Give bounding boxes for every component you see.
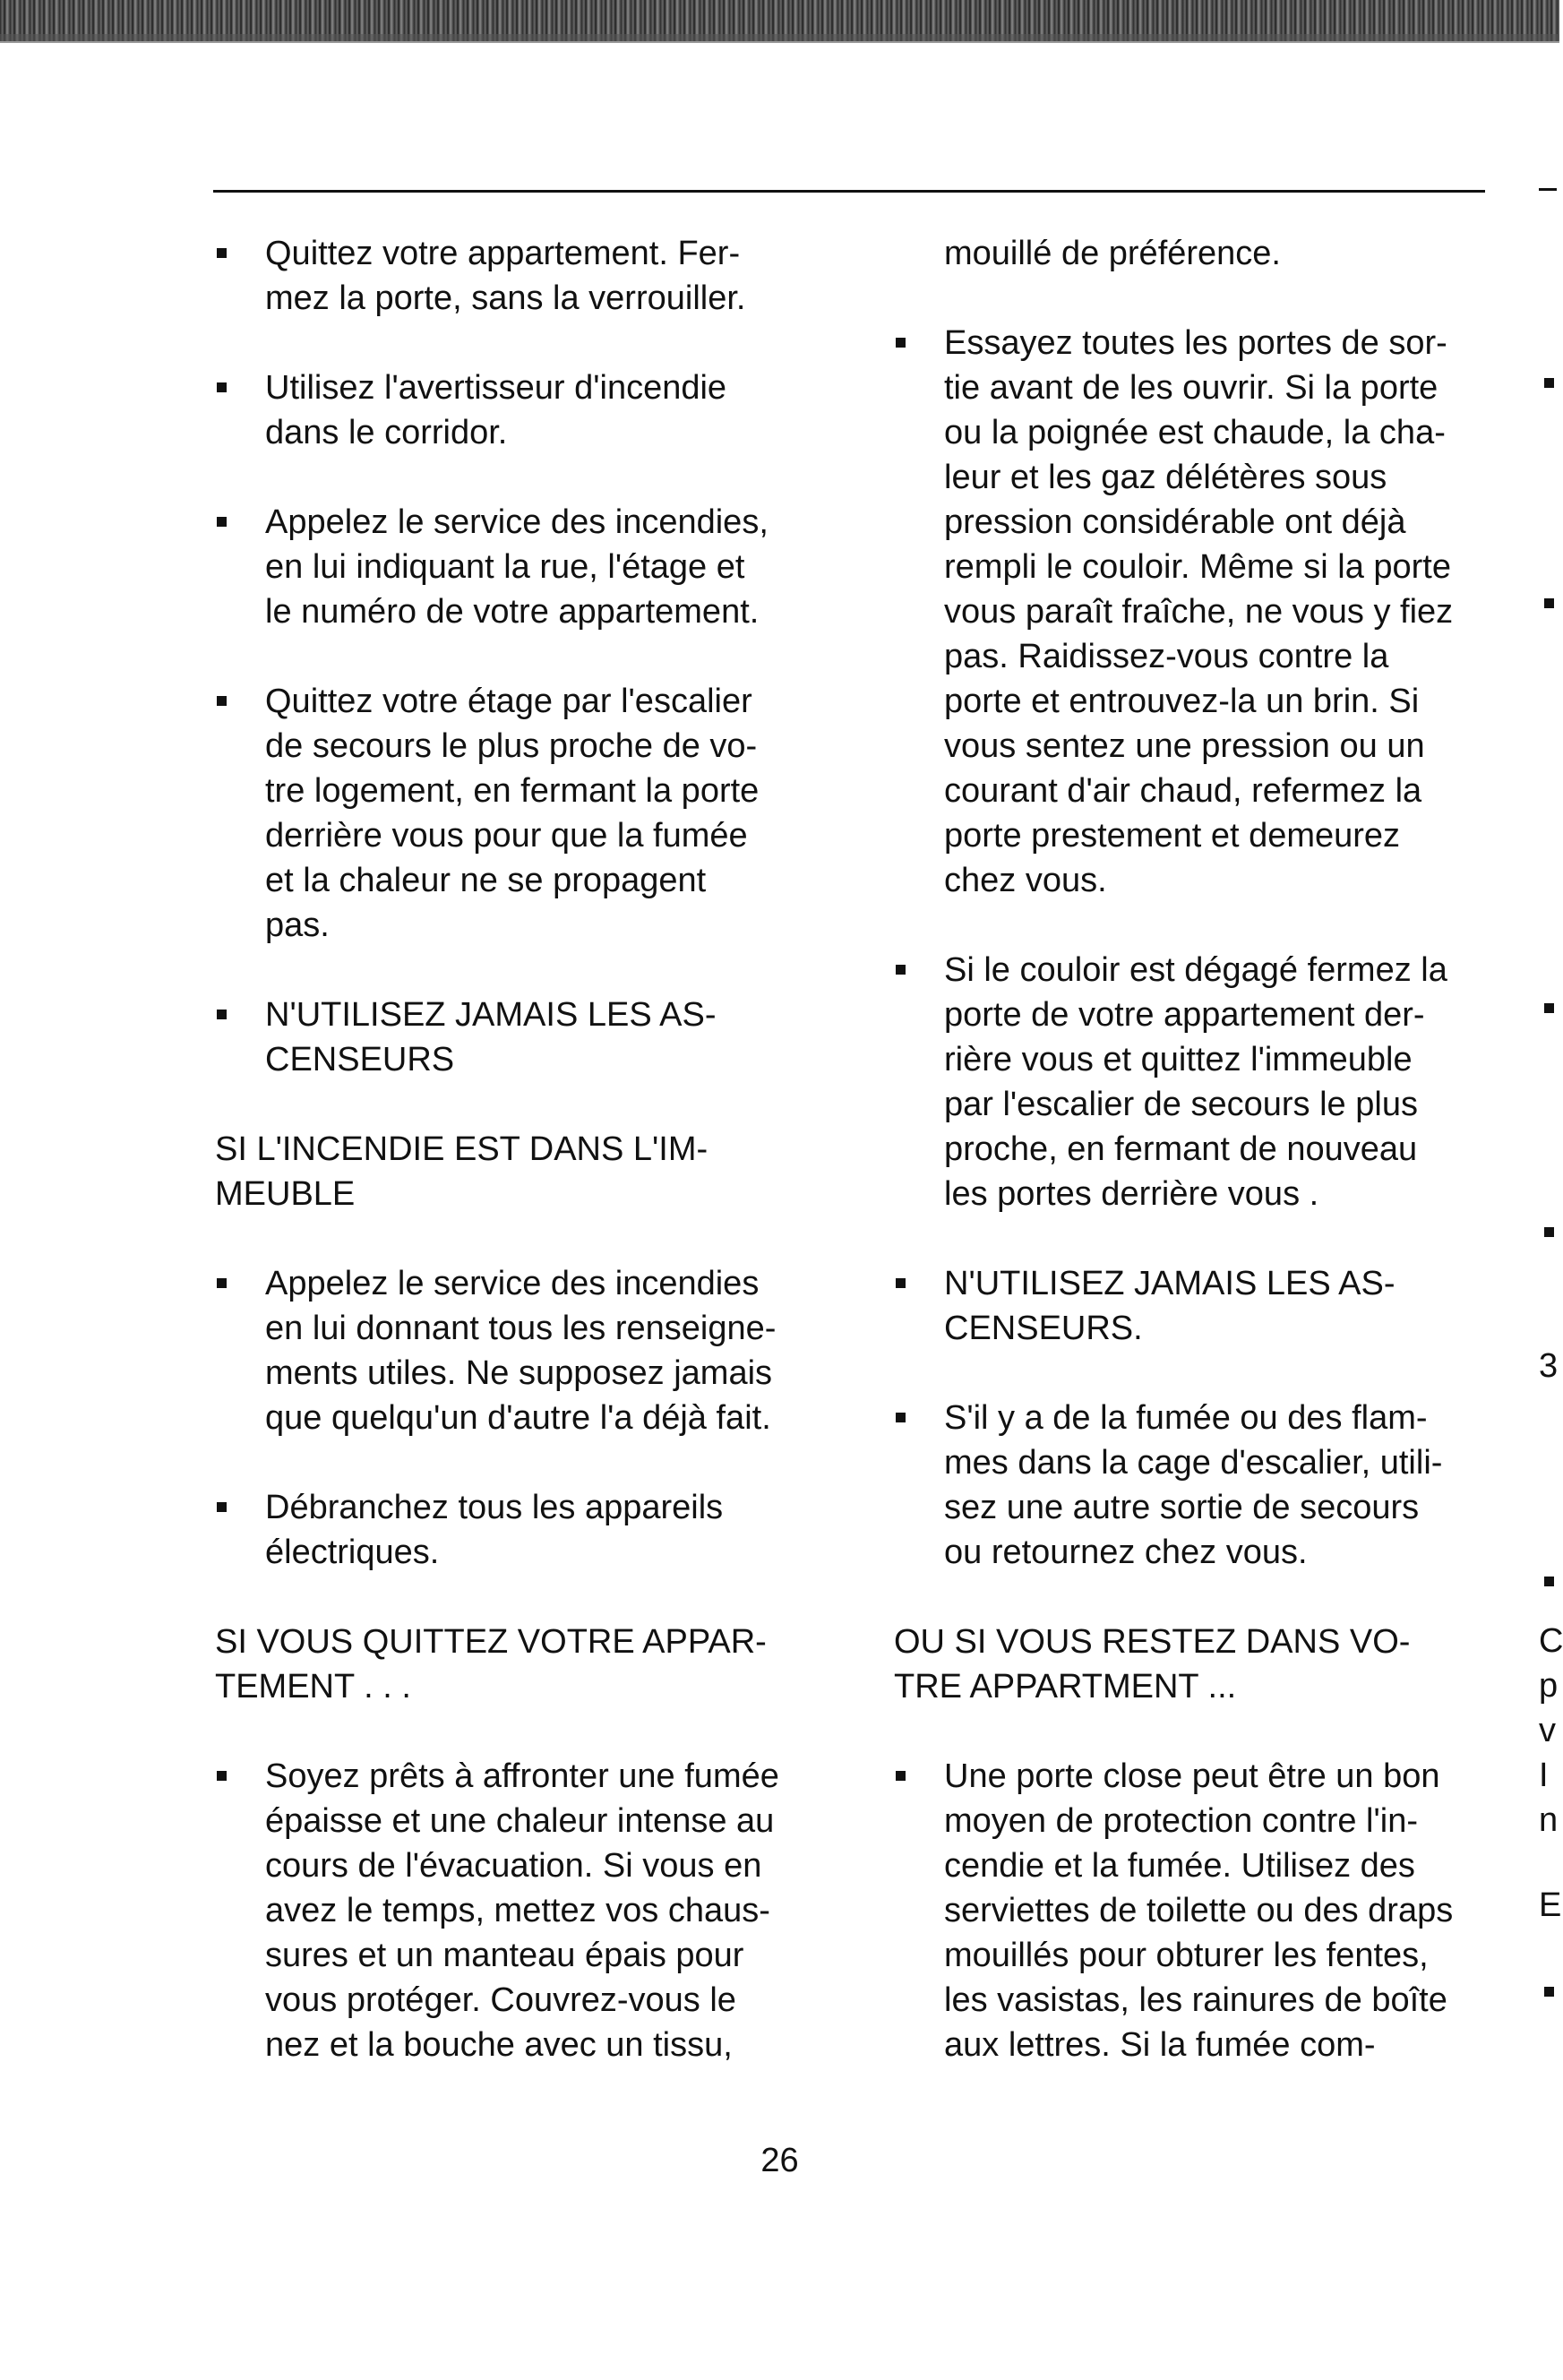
square-bullet-icon: [217, 1010, 227, 1019]
bullet-item: [215, 500, 860, 634]
edge-fragment: n: [1539, 1801, 1559, 1839]
bullet-text: Quittez votre étage par l'escalier de secours le plus proche de vo- tre logement, en fermant la porte derrière vous pour que la fumée et la chaleur ne se propagent pas.: [265, 683, 760, 944]
square-bullet-icon: [217, 1278, 227, 1288]
bullet-item: [894, 1261, 1503, 1351]
bullet-text: Quittez votre appartement. Fer- mez la porte, sans la verrouiller.: [265, 235, 746, 317]
bullet-text: Utilisez l'avertisseur d'incendie dans le corridor.: [265, 369, 727, 451]
header-rule: [213, 190, 1485, 193]
square-bullet-icon: [217, 248, 227, 258]
right-column: [894, 231, 1503, 2112]
edge-fragment: v: [1539, 1712, 1556, 1749]
square-bullet-icon: [217, 696, 227, 706]
bullet-item: [894, 321, 1503, 903]
square-bullet-icon: [217, 382, 227, 392]
square-bullet-icon: [217, 1502, 227, 1512]
bullet-item: [215, 679, 860, 948]
page-number: 26: [760, 2142, 799, 2179]
bullet-text: N'UTILISEZ JAMAIS LES AS- CENSEURS.: [944, 1265, 1396, 1347]
edge-fragment: E: [1539, 1886, 1562, 1924]
bullet-item: [894, 1754, 1503, 2067]
continued-text: mouillé de préférence.: [944, 235, 1281, 272]
edge-bullet: [1544, 378, 1554, 388]
square-bullet-icon: [896, 1278, 906, 1288]
bullet-text: Appelez le service des incendies, en lui indiquant la rue, l'étage et le numéro de votre appartement.: [265, 503, 769, 631]
section-heading: SI VOUS QUITTEZ VOTRE APPAR- TEMENT . . .: [215, 1623, 767, 1706]
edge-fragment: p: [1539, 1667, 1559, 1705]
square-bullet-icon: [217, 1771, 227, 1781]
scan-top-band-edge: [0, 34, 1559, 43]
bullet-item: [894, 948, 1503, 1216]
square-bullet-icon: [896, 1771, 906, 1781]
bullet-text: Débranchez tous les appareils électriques.: [265, 1489, 724, 1571]
bullet-item: [894, 1396, 1503, 1575]
edge-bullet: [1544, 1577, 1554, 1586]
bullet-item: [215, 1261, 860, 1440]
edge-bullet: [1544, 598, 1554, 608]
section-heading: SI L'INCENDIE EST DANS L'IM- MEUBLE: [215, 1130, 709, 1213]
edge-fragment: C: [1539, 1622, 1563, 1660]
square-bullet-icon: [217, 517, 227, 527]
bullet-text: S'il y a de la fumée ou des flam- mes dans la cage d'escalier, utili- sez une autre sortie de secours ou retournez chez vous.: [944, 1399, 1443, 1571]
bullet-text: N'UTILISEZ JAMAIS LES AS- CENSEURS: [265, 996, 717, 1078]
edge-fragment: 3: [1539, 1347, 1559, 1385]
bullet-item: [215, 365, 860, 455]
header-rule-fragment: [1539, 188, 1557, 191]
square-bullet-icon: [896, 965, 906, 975]
bullet-text: Si le couloir est dégagé fermez la porte de votre appartement der- rière vous et quittez l'immeuble par l'escalier de secours le plus proche, en fermant de nouveau les portes derrière vous .: [944, 951, 1447, 1213]
square-bullet-icon: [896, 1413, 906, 1422]
bullet-text: Soyez prêts à affronter une fumée épaisse et une chaleur intense au cours de l'évacuation. Si vous en avez le temps, mettez vos chaus- sures et un manteau épais pour vous protéger. Couvrez-vous le nez et la bouche avec un tissu,: [265, 1757, 779, 2064]
bullet-item: [215, 1754, 860, 2067]
bullet-item: [215, 992, 860, 1082]
bullet-text: Appelez le service des incendies en lui donnant tous les renseigne- ments utiles. Ne supposez jamais que quelqu'un d'autre l'a déjà fait.: [265, 1265, 777, 1437]
section-heading: OU SI VOUS RESTEZ DANS VO- TRE APPARTMENT ...: [894, 1623, 1411, 1706]
edge-bullet: [1544, 1227, 1554, 1237]
edge-bullet: [1544, 1003, 1554, 1013]
edge-bullet: [1544, 1987, 1554, 1997]
bullet-text: Une porte close peut être un bon moyen de protection contre l'in- cendie et la fumée. Utilisez des serviettes de toilette ou des draps mouillés pour obturer les fentes, les vasistas, les rainures de boîte aux lettres. Si la fumée com-: [944, 1757, 1454, 2064]
edge-fragment: I: [1539, 1757, 1549, 1794]
bullet-item: [215, 231, 860, 321]
left-column: [215, 231, 860, 2112]
bullet-text: Essayez toutes les portes de sor- tie avant de les ouvrir. Si la porte ou la poignée est chaude, la cha- leur et les gaz délétères sous pression considérable ont déjà rempli le couloir. Même si la porte vous paraît fraîche, ne vous y fiez pas. Raidissez-vous contre la porte et entrouvez-la un brin. Si vous sentez une pression ou un courant d'air chaud, refermez la porte prestement et demeurez chez vous.: [944, 324, 1454, 899]
square-bullet-icon: [896, 338, 906, 348]
bullet-item: [215, 1485, 860, 1575]
